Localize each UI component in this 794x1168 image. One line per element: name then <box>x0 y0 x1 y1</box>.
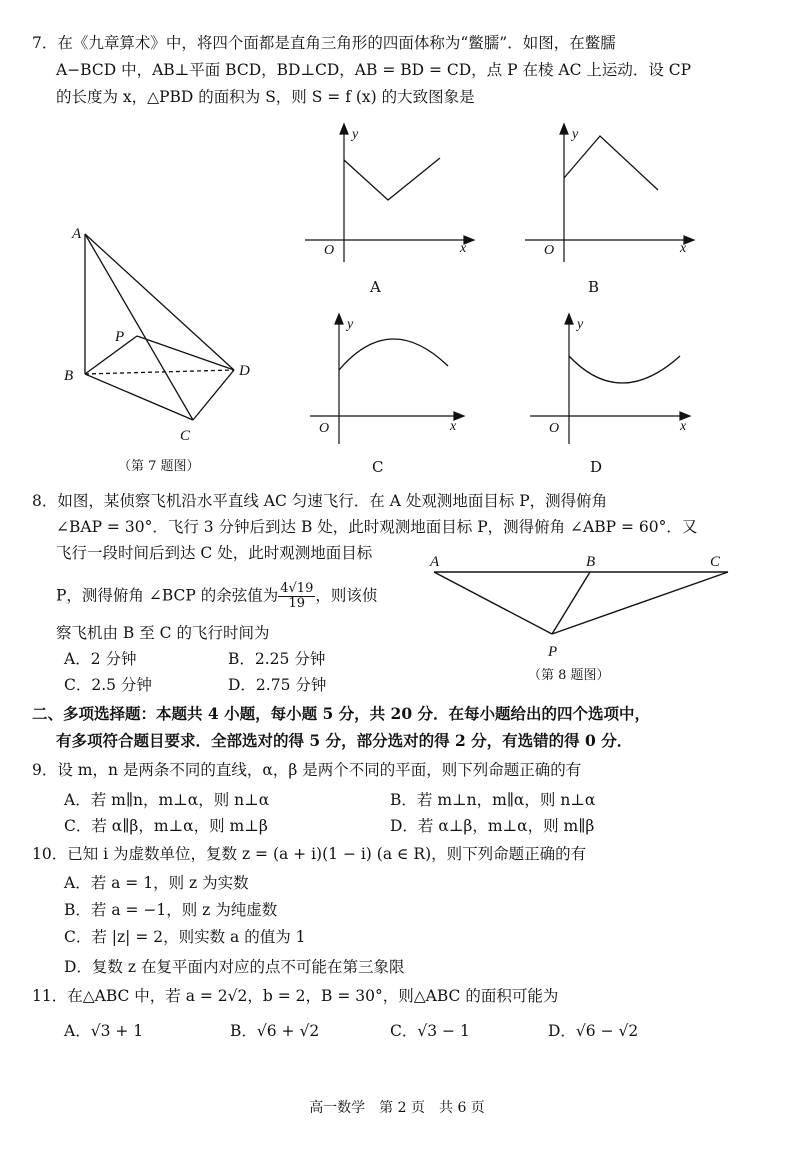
graph-d-x-label: x <box>680 419 687 434</box>
graph-c-origin-label: O <box>319 421 330 436</box>
label-d: D <box>239 363 250 379</box>
q8-stem-line1: 8．如图，某侦察飞机沿水平直线 AC 匀速飞行．在 A 处观测地面目标 P，测得俯角 <box>32 492 608 510</box>
q9-option-d: D．若 α⊥β，m⊥α，则 m∥β <box>390 817 595 835</box>
q10-option-d: D．复数 z 在复平面内对应的点不可能在第三象限 <box>64 958 405 976</box>
q8-label-p: P <box>548 644 558 660</box>
q8-stem-line4-tail: ，则该侦 <box>315 586 378 605</box>
q8-stem-line4-text: P，测得俯角 ∠BCP 的余弦值为 <box>56 586 279 605</box>
graph-b-y-label: y <box>572 127 579 142</box>
q11-option-d: D．√6 − √2 <box>548 1022 639 1040</box>
q8-option-d: D．2.75 分钟 <box>228 676 327 694</box>
q7-option-a: A <box>370 278 381 296</box>
graph-a-origin-label: O <box>324 243 335 258</box>
line-cp <box>552 572 728 634</box>
graph-b-x-label: x <box>680 241 687 256</box>
q11-option-a: A．√3 + 1 <box>64 1022 144 1040</box>
q8-figure-caption: （第 8 题图） <box>528 668 610 683</box>
q9-stem: 9．设 m，n 是两条不同的直线，α，β 是两个不同的平面，则下列命题正确的有 <box>32 761 582 779</box>
line-bp <box>552 572 590 634</box>
section2-heading-line2: 有多项符合题目要求．全部选对的得 5 分，部分选对的得 2 分，有选错的得 0 分． <box>56 731 633 750</box>
label-b: B <box>64 368 74 384</box>
q8-stem-line3: 飞行一段时间后到达 C 处，此时观测地面目标 <box>56 544 373 562</box>
q10-option-b: B．若 a = −1，则 z 为纯虚数 <box>64 901 278 919</box>
graph-a-x-label: x <box>460 241 467 256</box>
line-ap <box>434 572 552 634</box>
q9-option-a: A．若 m∥n，m⊥α，则 n⊥α <box>64 791 270 809</box>
q10-option-c: C．若 |z| = 2，则实数 a 的值为 1 <box>64 928 306 946</box>
graph-c-x-label: x <box>450 419 457 434</box>
q7-stem-line2: A−BCD 中，AB⊥平面 BCD，BD⊥CD，AB = BD = CD，点 P 在棱 AC 上运动．设 CP <box>56 61 692 79</box>
graph-a-y-label: y <box>352 127 359 142</box>
graph-d-y-label: y <box>577 317 584 332</box>
q8-option-c: C．2.5 分钟 <box>64 676 152 694</box>
q8-fraction-denominator: 19 <box>288 596 306 611</box>
q7-figure-caption: （第 7 题图） <box>118 459 200 474</box>
q8-stem-line2: ∠BAP = 30°．飞行 3 分钟后到达 B 处，此时观测地面目标 P，测得俯角 ∠ABP = 60°．又 <box>56 518 698 536</box>
label-p: P <box>115 329 125 345</box>
graph-c-y-label: y <box>347 317 354 332</box>
q11-stem: 11．在△ABC 中，若 a = 2√2，b = 2，B = 30°，则△ABC 的面积可能为 <box>32 987 559 1005</box>
q7-option-c: C <box>372 458 384 476</box>
label-a: A <box>72 226 82 242</box>
q10-stem: 10．已知 i 为虚数单位，复数 z = (a + i)(1 − i) (a ∈ R)，则下列命题正确的有 <box>32 845 587 863</box>
q9-option-b: B．若 m⊥n，m∥α，则 n⊥α <box>390 791 596 809</box>
q7-stem-line3: 的长度为 x，△PBD 的面积为 S，则 S = f (x) 的大致图象是 <box>56 88 475 106</box>
q11-option-c: C．√3 − 1 <box>390 1022 470 1040</box>
q7-option-d: D <box>590 458 603 476</box>
q8-option-a: A．2 分钟 <box>64 650 137 668</box>
q11-option-b: B．√6 + √2 <box>230 1022 320 1040</box>
q9-option-c: C．若 α∥β，m⊥α，则 m⊥β <box>64 817 268 835</box>
graph-b-origin-label: O <box>544 243 555 258</box>
page-footer: 高一数学 第 2 页 共 6 页 <box>309 1100 485 1116</box>
q8-fraction-numerator: 4√19 <box>280 581 314 596</box>
q8-label-a: A <box>430 554 440 570</box>
q7-option-b: B <box>588 278 600 296</box>
q8-label-c: C <box>710 554 721 570</box>
q10-option-a: A．若 a = 1，则 z 为实数 <box>64 874 249 892</box>
q8-option-b: B．2.25 分钟 <box>228 650 326 668</box>
label-c: C <box>180 428 191 444</box>
graph-d-origin-label: O <box>549 421 560 436</box>
q8-label-b: B <box>586 554 596 570</box>
section2-heading-line1: 二、多项选择题：本题共 4 小题，每小题 5 分，共 20 分．在每小题给出的四个选项中， <box>32 704 651 723</box>
q8-stem-line5: 察飞机由 B 至 C 的飞行时间为 <box>56 624 270 642</box>
q7-stem-line1: 7．在《九章算术》中，将四个面都是直角三角形的四面体称为“鳖臑”．如图，在鳖臑 <box>32 34 616 52</box>
